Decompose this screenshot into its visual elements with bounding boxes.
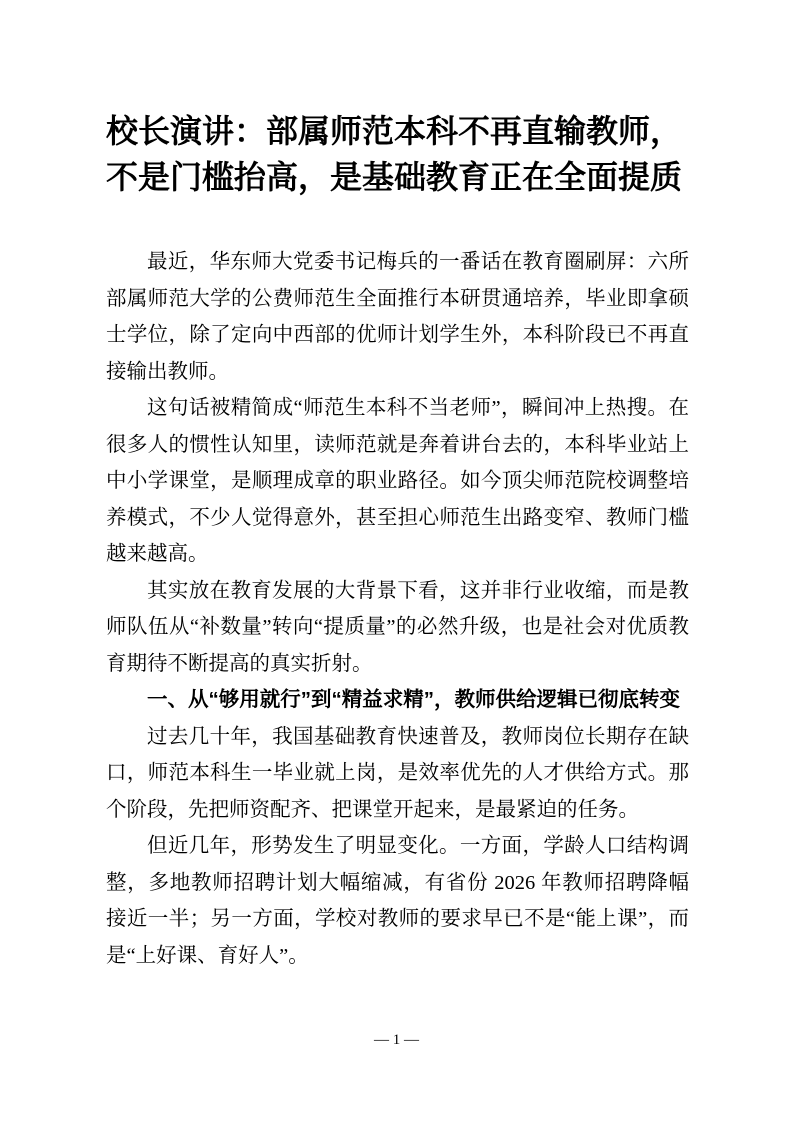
document-title-line-1: 校长演讲：部属师范本科不再直输教师， bbox=[106, 113, 683, 149]
paragraph-past-decades: 过去几十年，我国基础教育快速普及，教师岗位长期存在缺口，师范本科生一毕业就上岗，是效率优先的人才供给方式。那个阶段，先把师资配齐、把课堂开起来，是最紧迫的任务。 bbox=[106, 725, 689, 821]
document-title-line-2: 不是门槛抬高，是基础教育正在全面提质 bbox=[106, 159, 683, 195]
document-content bbox=[106, 108, 689, 974]
document-title bbox=[106, 108, 689, 200]
paragraph-hot-search: 这句话被精简成“师范生本科不当老师”，瞬间冲上热搜。在很多人的惯性认知里，读师范就是奔着讲台去的，本科毕业站上中小学课堂，是顺理成章的职业路径。如今顶尖师范院校调整培养模式，不少人觉得意外，甚至担心师范生出路变窄、教师门槛越来越高。 bbox=[106, 397, 689, 565]
paragraph-recent-changes: 但近几年，形势发生了明显变化。一方面，学龄人口结构调整，多地教师招聘计划大幅缩减，有省份 2026 年教师招聘降幅接近一半；另一方面，学校对教师的要求早已不是“能上课”，而是“上好课、育好人”。 bbox=[106, 835, 689, 967]
document-body bbox=[106, 244, 689, 974]
paragraph-background: 其实放在教育发展的大背景下看，这并非行业收缩，而是教师队伍从“补数量”转向“提质量”的必然升级，也是社会对优质教育期待不断提高的真实折射。 bbox=[106, 579, 689, 675]
section-heading-1: 一、从“够用就行”到“精益求精”，教师供给逻辑已彻底转变 bbox=[147, 688, 680, 711]
page-number: — 1 — bbox=[374, 1032, 419, 1048]
page-footer bbox=[0, 1032, 793, 1049]
paragraph-intro: 最近，华东师大党委书记梅兵的一番话在教育圈刷屏：六所部属师范大学的公费师范生全面推行本研贯通培养，毕业即拿硕士学位，除了定向中西部的优师计划学生外，本科阶段已不再直接输出教师。 bbox=[106, 251, 689, 383]
